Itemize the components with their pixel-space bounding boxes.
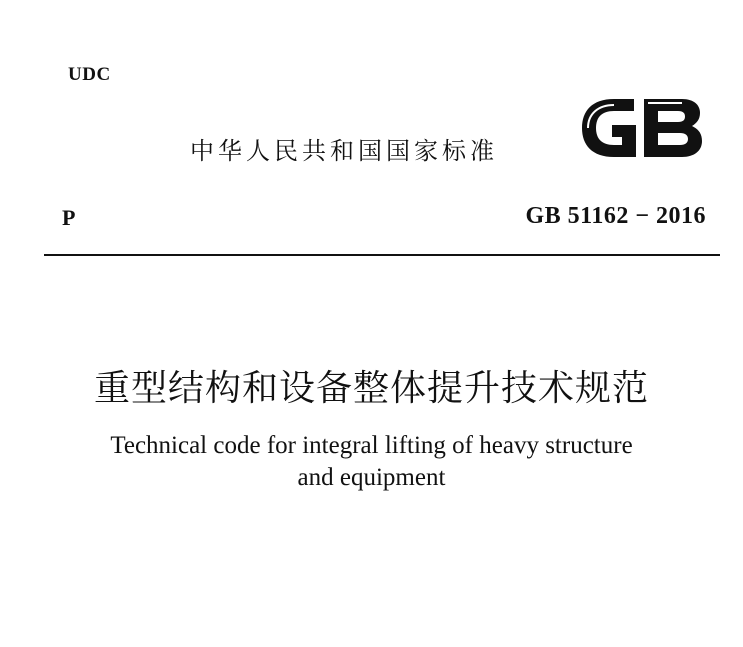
title-english-line-1: Technical code for integral lifting of heavy structure	[110, 432, 633, 459]
standard-number: GB 51162 − 2016	[525, 203, 706, 229]
classification-code: P	[62, 205, 76, 230]
title-english	[60, 430, 683, 494]
title-english-line-2: and equipment	[297, 464, 446, 491]
national-standard-heading: 中华人民共和国国家标准	[190, 137, 498, 165]
header-divider	[44, 254, 720, 256]
title-chinese: 重型结构和设备整体提升技术规范	[93, 368, 649, 409]
gb-logo-b	[644, 99, 702, 157]
udc-label: UDC	[68, 64, 111, 85]
gb-logo	[578, 95, 706, 161]
